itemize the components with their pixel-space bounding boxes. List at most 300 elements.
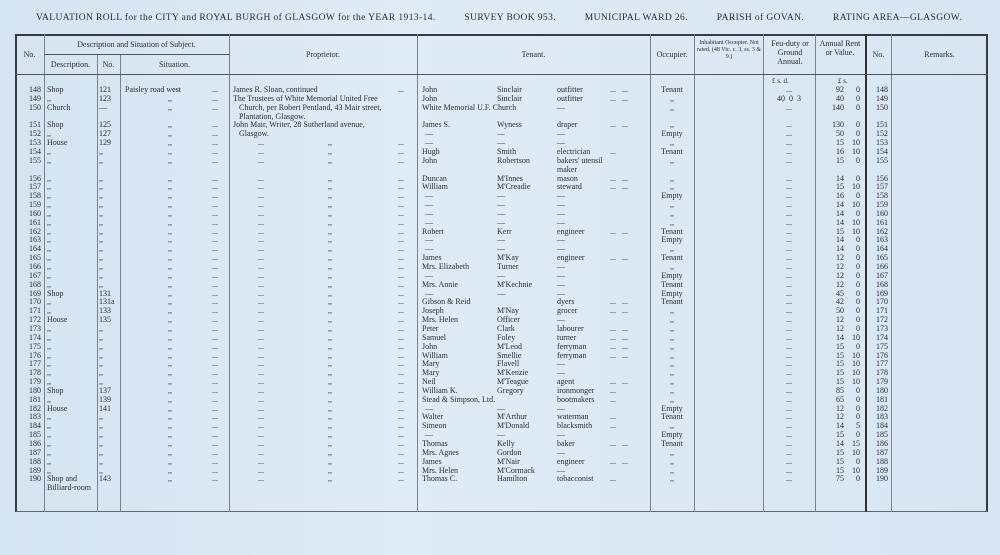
- proprietor-dots: ...: [398, 235, 404, 245]
- header-proprietor: Proprietor.: [306, 50, 340, 59]
- proprietor-dots: ...: [398, 332, 404, 342]
- tenant-surname: Hamilton: [497, 474, 528, 484]
- proprietor: ...: [258, 456, 264, 466]
- tenant-first-name: Mrs. Agnes: [422, 447, 459, 457]
- proprietor: ...: [258, 173, 264, 183]
- rent-shillings: 10: [852, 447, 860, 457]
- proprietor-dots: ...: [398, 182, 404, 192]
- entry-number: 186: [29, 439, 41, 448]
- rent-shillings: 10: [852, 200, 860, 210]
- situation-dots: ...: [212, 377, 218, 387]
- situation-dots: ...: [212, 200, 218, 210]
- tenant-surname: —: [497, 138, 505, 148]
- tenant-occupation: —: [557, 368, 565, 378]
- rent-shillings: 0: [856, 93, 860, 103]
- occupier: ,,: [670, 368, 674, 378]
- occupier: ,,: [670, 244, 674, 254]
- entry-number-right: 175: [876, 341, 888, 351]
- proprietor: James R. Sloan, continued: [233, 85, 318, 94]
- proprietor-dots: ...: [398, 262, 404, 271]
- proprietor-ditto: ,,: [328, 200, 332, 210]
- rent-shillings: 0: [856, 173, 860, 183]
- occupier: Tenant: [661, 279, 683, 289]
- entry-number: 151: [29, 120, 41, 130]
- occupier: ,,: [670, 173, 674, 183]
- proprietor: ...: [258, 208, 264, 218]
- tenant-occupation: turner: [557, 332, 577, 342]
- entry-number-right: 165: [876, 253, 888, 263]
- tenant-occupation: bootmakers: [557, 394, 595, 404]
- entry-number: 169: [29, 288, 41, 298]
- entry-number: 152: [29, 129, 41, 139]
- tenant-surname: M'Creadie: [497, 182, 531, 192]
- entry-number: 189: [29, 465, 41, 475]
- proprietor-ditto: ,,: [328, 323, 332, 333]
- feu-duty: ...: [786, 359, 792, 369]
- rent-shillings: 10: [852, 332, 860, 342]
- rent-pounds: 75: [836, 474, 844, 484]
- tenant-occupation: —: [557, 244, 565, 254]
- proprietor: ...: [258, 474, 264, 484]
- feu-duty: ...: [786, 182, 792, 192]
- description: Shop: [47, 120, 64, 130]
- entry-number: 153: [29, 138, 41, 148]
- tenant-occupation: draper: [557, 120, 578, 130]
- situation: ,,: [168, 235, 172, 245]
- situation-dots: ...: [212, 235, 218, 245]
- tenant-occupation: —: [557, 279, 565, 289]
- feu-duty: ...: [786, 306, 792, 316]
- proprietor-ditto: ,,: [328, 244, 332, 254]
- street-number: ,,: [99, 217, 103, 227]
- proprietor: ...: [258, 297, 264, 307]
- rent-shillings: 0: [856, 244, 860, 254]
- tenant-surname: Flavell: [497, 359, 520, 369]
- entry-number-right: 171: [876, 306, 888, 316]
- header-description: Description.: [50, 60, 91, 69]
- rent-shillings: 10: [852, 226, 860, 236]
- situation-dots: ...: [212, 465, 218, 475]
- situation-dots: ...: [212, 412, 218, 422]
- entry-number: 175: [29, 341, 41, 351]
- street-number: ,,: [99, 279, 103, 289]
- tenant-occupation: —: [557, 200, 565, 210]
- feu-duty: ...: [786, 403, 792, 413]
- occupier: ,,: [670, 456, 674, 466]
- tenant-first-name: Thomas: [422, 439, 448, 448]
- proprietor: ...: [258, 385, 264, 395]
- tenant-first-name: Mrs. Helen: [422, 465, 458, 475]
- tenant-surname: —: [497, 270, 505, 280]
- occupier: Tenant: [661, 253, 683, 263]
- situation-dots: ...: [212, 262, 218, 271]
- tenant-surname: Gordon: [497, 447, 522, 457]
- tenant-surname: —: [497, 235, 505, 245]
- rent-shillings: 10: [852, 138, 860, 148]
- situation-dots: ...: [212, 146, 218, 156]
- tenant-first-name: —: [425, 430, 433, 440]
- feu-duty: ...: [786, 465, 792, 475]
- proprietor-ditto: ,,: [328, 182, 332, 192]
- tenant-first-name: Neil: [422, 377, 436, 387]
- tenant-occupation: blacksmith: [557, 421, 593, 431]
- rent-pounds: 15: [836, 350, 844, 360]
- situation-dots: ...: [212, 93, 218, 103]
- tenant-surname: Clark: [497, 323, 515, 333]
- proprietor-ditto: ,,: [328, 217, 332, 227]
- entry-number: 165: [29, 253, 41, 263]
- description: ,,: [47, 456, 51, 466]
- entry-number-right: 157: [876, 182, 888, 192]
- occupier: ,,: [670, 385, 674, 395]
- tenant-occupation: —: [557, 102, 565, 112]
- entry-number-right: 177: [876, 359, 888, 369]
- description: ,,: [47, 146, 51, 156]
- situation: ,,: [168, 244, 172, 254]
- situation-dots: ...: [212, 102, 218, 112]
- description: ,,: [47, 244, 51, 254]
- description: ,,: [47, 262, 51, 271]
- rent-shillings: 0: [856, 403, 860, 413]
- rent-shillings: 10: [852, 217, 860, 227]
- occupation-dots: ...: [610, 421, 616, 431]
- occupier: ,,: [670, 323, 674, 333]
- description: ,,: [47, 377, 51, 387]
- tenant-occupation: —: [557, 138, 565, 148]
- rent-shillings: 0: [856, 474, 860, 484]
- tenant-occupation: bakers' utensil: [557, 155, 603, 165]
- feu-duty: ...: [786, 368, 792, 378]
- entry-number-right: 160: [876, 208, 888, 218]
- tenant-surname: M'Innes: [497, 173, 523, 183]
- entry-number-right: 149: [876, 93, 888, 103]
- rent-shillings: 0: [856, 385, 860, 395]
- entry-number: 154: [29, 146, 41, 156]
- rent-pounds: 14: [836, 421, 844, 431]
- feu-duty: ...: [786, 350, 792, 360]
- occupier: ,,: [670, 208, 674, 218]
- description: ,,: [47, 200, 51, 210]
- entry-number-right: 188: [876, 456, 888, 466]
- occupier: ,,: [670, 155, 674, 165]
- proprietor-ditto: ,,: [328, 270, 332, 280]
- occupier: Tenant: [661, 439, 683, 448]
- proprietor-ditto: ,,: [328, 430, 332, 440]
- situation-dots: ...: [212, 447, 218, 457]
- street-number: 137: [99, 385, 111, 395]
- proprietor: ...: [258, 412, 264, 422]
- entry-number-right: 153: [876, 138, 888, 148]
- proprietor-ditto: ,,: [328, 412, 332, 422]
- street-number: ,,: [99, 191, 103, 201]
- entry-number: 164: [29, 244, 41, 254]
- entry-number-right: 176: [876, 350, 888, 360]
- column-rule: [763, 34, 764, 512]
- entry-number: 179: [29, 377, 41, 387]
- feu-duty: ...: [786, 173, 792, 183]
- tenant-surname: M'Cormack: [497, 465, 535, 475]
- entry-number-right: 181: [876, 394, 888, 404]
- tenant-occupation: ferryman: [557, 341, 587, 351]
- feu-duty: ...: [786, 120, 792, 130]
- tenant-occupation: electrician: [557, 146, 591, 156]
- feu-duty: ...: [786, 253, 792, 263]
- street-number: 123: [99, 93, 111, 103]
- situation-dots: ...: [212, 394, 218, 404]
- situation: ,,: [168, 403, 172, 413]
- street-number: ,,: [99, 270, 103, 280]
- occupier: ,,: [670, 120, 674, 130]
- proprietor-dots: ...: [398, 323, 404, 333]
- description: ,,: [47, 208, 51, 218]
- tenant-occupation: engineer: [557, 253, 585, 263]
- proprietor-ditto: ,,: [328, 279, 332, 289]
- situation-dots: ...: [212, 368, 218, 378]
- situation: ,,: [168, 93, 172, 103]
- description: ,,: [47, 235, 51, 245]
- description: House: [47, 403, 68, 413]
- proprietor: ...: [258, 332, 264, 342]
- entry-number-right: 178: [876, 368, 888, 378]
- proprietor-ditto: ,,: [328, 235, 332, 245]
- occupier: ,,: [670, 421, 674, 431]
- tenant-surname: Kerr: [497, 226, 512, 236]
- entry-number-right: 166: [876, 262, 888, 271]
- description: ,,: [47, 465, 51, 475]
- situation: ,,: [168, 279, 172, 289]
- occupier: ,,: [670, 359, 674, 369]
- feu-duty: ...: [786, 341, 792, 351]
- rent-pounds: 12: [836, 270, 844, 280]
- description: ,,: [47, 173, 51, 183]
- tenant-occupation: —: [557, 315, 565, 325]
- entry-number-right: 161: [876, 217, 888, 227]
- proprietor-dots: ...: [398, 439, 404, 448]
- street-number: 131a: [99, 297, 115, 307]
- description: Shop: [47, 85, 64, 94]
- proprietor: ...: [258, 368, 264, 378]
- rent-shillings: 0: [856, 288, 860, 298]
- rent-shillings: 0: [856, 306, 860, 316]
- rent-pounds: 16: [836, 191, 844, 201]
- proprietor-ditto: ,,: [328, 350, 332, 360]
- description: ,,: [47, 253, 51, 263]
- occupation-dots: ... ...: [610, 377, 628, 387]
- situation-dots: ...: [212, 253, 218, 263]
- tenant-first-name: Robert: [422, 226, 444, 236]
- description: ,,: [47, 332, 51, 342]
- tenant-surname: M'Leod: [497, 341, 522, 351]
- tenant-occupation: outfitter: [557, 93, 583, 103]
- street-number: ,,: [99, 377, 103, 387]
- situation-dots: ...: [212, 474, 218, 484]
- occupation-dots: ... ...: [610, 85, 628, 94]
- situation-dots: ...: [212, 403, 218, 413]
- description: ,,: [47, 421, 51, 431]
- occupation-dots: ... ...: [610, 253, 628, 263]
- proprietor-dots: ...: [398, 306, 404, 316]
- entry-number: 171: [29, 306, 41, 316]
- proprietor-dots: ...: [398, 350, 404, 360]
- feu-duty: ...: [786, 394, 792, 404]
- tenant-surname: M'Nay: [497, 306, 519, 316]
- proprietor-ditto: ,,: [328, 474, 332, 484]
- entry-number: 159: [29, 200, 41, 210]
- situation: ,,: [168, 359, 172, 369]
- entry-number-right: 152: [876, 129, 888, 139]
- situation-dots: ...: [212, 341, 218, 351]
- rent-shillings: 0: [856, 323, 860, 333]
- tenant-occupation: engineer: [557, 456, 585, 466]
- header-situation: Situation.: [159, 60, 190, 69]
- proprietor-dots: ...: [398, 253, 404, 263]
- proprietor: ...: [258, 430, 264, 440]
- situation: ,,: [168, 191, 172, 201]
- proprietor-dots: ...: [398, 279, 404, 289]
- entry-number: 184: [29, 421, 41, 431]
- header-no: No.: [23, 50, 36, 59]
- tenant-first-name: Gibson & Reid: [422, 297, 471, 307]
- entry-number-right: 148: [876, 85, 888, 94]
- title-parish: PARISH of GOVAN.: [716, 13, 805, 23]
- situation-dots: ...: [212, 138, 218, 148]
- situation: ,,: [168, 350, 172, 360]
- situation: ,,: [168, 173, 172, 183]
- situation: ,,: [168, 332, 172, 342]
- feu-duty: ...: [786, 412, 792, 422]
- tenant-occupation: dyers: [557, 297, 575, 307]
- tenant-surname: M'Teague: [497, 377, 529, 387]
- proprietor-dots: ...: [398, 217, 404, 227]
- proprietor-ditto: ,,: [328, 421, 332, 431]
- situation-dots: ...: [212, 385, 218, 395]
- street-number: 143: [99, 474, 111, 484]
- header-street-number: No.: [102, 60, 115, 69]
- rent-pounds: 12: [836, 279, 844, 289]
- rent-pounds: 12: [836, 315, 844, 325]
- entry-number-right: 169: [876, 288, 888, 298]
- feu-duty: ...: [786, 85, 792, 94]
- street-number: ,,: [99, 430, 103, 440]
- rent-pounds: 15: [836, 447, 844, 457]
- proprietor: ...: [258, 439, 264, 448]
- rent-pounds: 15: [836, 430, 844, 440]
- tenant-first-name: Hugh: [422, 146, 440, 156]
- tenant-surname: Smith: [497, 146, 517, 156]
- entry-number: 170: [29, 297, 41, 307]
- situation: Paisley road west: [125, 85, 181, 94]
- feu-duty: ...: [786, 155, 792, 165]
- proprietor: ...: [258, 341, 264, 351]
- tenant-first-name: James S.: [422, 120, 450, 130]
- tenant-surname: M'Kechnie: [497, 279, 533, 289]
- feu-duty: ...: [786, 430, 792, 440]
- situation-dots: ...: [212, 120, 218, 130]
- occupation-dots: ...: [610, 146, 616, 156]
- rent-shillings: 0: [856, 191, 860, 201]
- street-number: 133: [99, 306, 111, 316]
- rent-shillings: 0: [856, 85, 860, 94]
- entry-number-right: 170: [876, 297, 888, 307]
- occupation-dots: ... ...: [610, 341, 628, 351]
- feu-duty: ...: [786, 262, 792, 271]
- street-number: ,,: [99, 262, 103, 271]
- entry-number: 182: [29, 403, 41, 413]
- situation: ,,: [168, 465, 172, 475]
- rent-pounds: 14: [836, 217, 844, 227]
- rent-pounds: 140: [832, 102, 844, 112]
- rent-pounds: 14: [836, 439, 844, 448]
- description: ,,: [47, 341, 51, 351]
- description: ,,: [47, 368, 51, 378]
- header-occupier: Occupier.: [656, 50, 688, 59]
- proprietor: Plantation, Glasgow.: [233, 111, 306, 121]
- proprietor-dots: ...: [398, 341, 404, 351]
- rent-pounds: 12: [836, 253, 844, 263]
- description: ,,: [47, 297, 51, 307]
- description: ,,: [47, 226, 51, 236]
- tenant-surname: Smellie: [497, 350, 522, 360]
- street-number: 129: [99, 138, 111, 148]
- rent-pounds: 12: [836, 323, 844, 333]
- tenant-occupation: —: [557, 403, 565, 413]
- proprietor-ditto: ,,: [328, 297, 332, 307]
- description: ,,: [47, 323, 51, 333]
- situation: ,,: [168, 447, 172, 457]
- tenant-first-name: —: [425, 217, 433, 227]
- tenant-first-name: Thomas C.: [422, 474, 458, 484]
- proprietor-dots: ...: [398, 421, 404, 431]
- rent-pounds: 14: [836, 208, 844, 218]
- situation: ,,: [168, 315, 172, 325]
- header-description-group: Description and Situation of Subject.: [77, 40, 196, 49]
- occupier: ,,: [670, 350, 674, 360]
- tenant-occupation: —: [557, 191, 565, 201]
- proprietor-dots: ...: [398, 465, 404, 475]
- occupier: ,,: [670, 262, 674, 271]
- occupier: ,,: [670, 102, 674, 112]
- occupier: Empty: [661, 191, 683, 201]
- rent-pounds: 130: [832, 120, 844, 130]
- occupier: ,,: [670, 447, 674, 457]
- street-number: ,,: [99, 332, 103, 342]
- situation: ,,: [168, 253, 172, 263]
- proprietor-dots: ...: [398, 385, 404, 395]
- feu-duty: ...: [786, 385, 792, 395]
- feu-duty: ...: [786, 217, 792, 227]
- street-number: 139: [99, 394, 111, 404]
- rent-shillings: 0: [856, 129, 860, 139]
- tenant-occupation: tobacconist: [557, 474, 594, 484]
- tenant-first-name: Mrs. Elizabeth: [422, 262, 470, 271]
- proprietor: ...: [258, 359, 264, 369]
- situation: ,,: [168, 430, 172, 440]
- tenant-occupation: —: [557, 288, 565, 298]
- proprietor-dots: ...: [398, 368, 404, 378]
- rent-pounds: 12: [836, 262, 844, 271]
- proprietor: ...: [258, 191, 264, 201]
- tenant-first-name: Peter: [422, 323, 439, 333]
- description: ,,: [47, 394, 51, 404]
- proprietor-dots: ...: [398, 173, 404, 183]
- street-number: ,,: [99, 341, 103, 351]
- description: ,,: [47, 439, 51, 448]
- title-survey-book: SURVEY BOOK 953.: [464, 13, 557, 23]
- tenant-occupation: grocer: [557, 306, 578, 316]
- occupation-dots: ... ...: [610, 306, 628, 316]
- proprietor: ...: [258, 244, 264, 254]
- column-rule: [44, 34, 45, 512]
